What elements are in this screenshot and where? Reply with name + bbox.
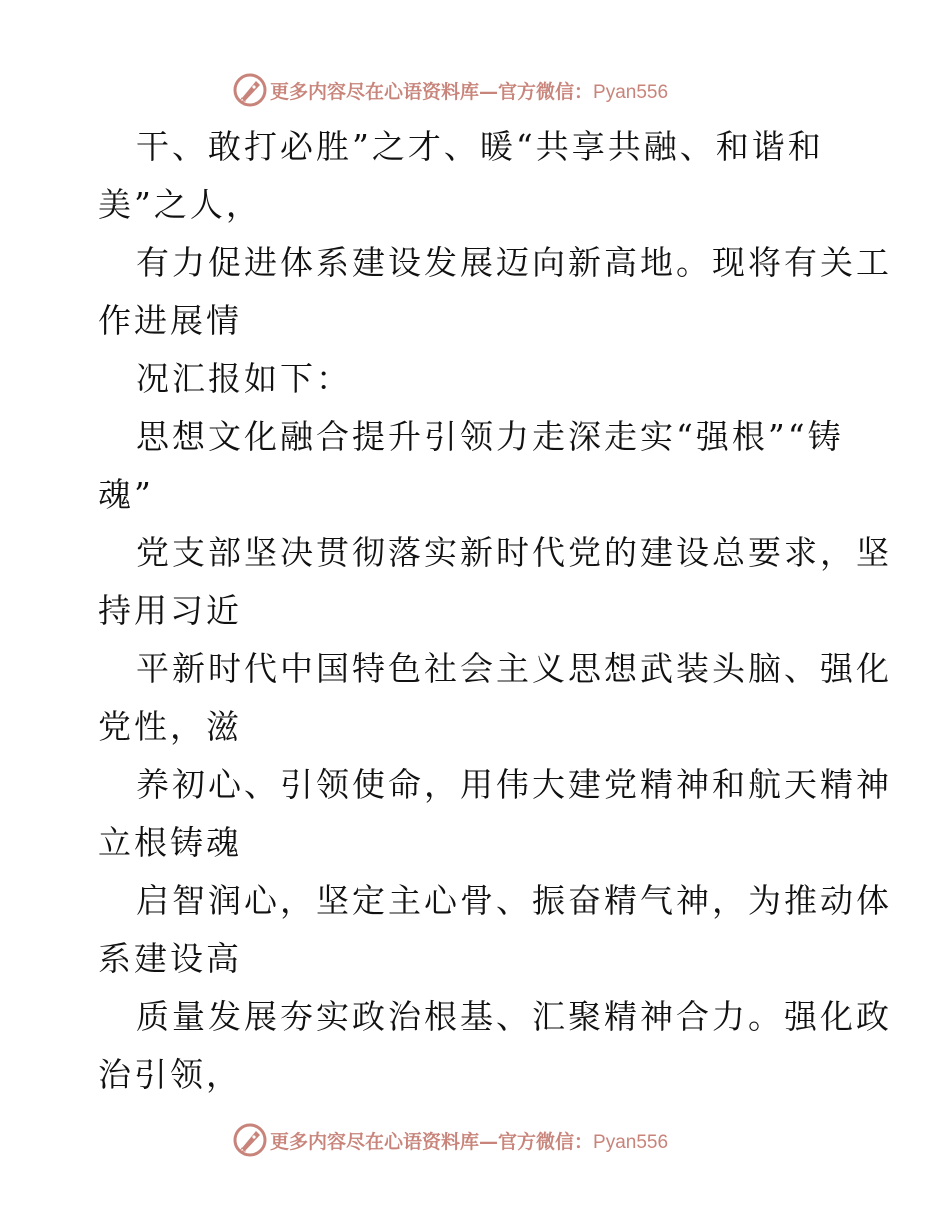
text-line: 立根铸魂 [98, 823, 242, 862]
text-line: 有力促进体系建设发展迈向新高地。现将有关工 [136, 243, 892, 282]
text-line: 质量发展夯实政治根基、汇聚精神合力。强化政 [136, 997, 892, 1036]
pen-nib-circle-icon [232, 72, 268, 108]
text-line: 魂” [98, 475, 154, 514]
pen-nib-circle-icon [232, 1122, 268, 1158]
footer-banner-text [270, 1127, 668, 1154]
text-line: 况汇报如下： [136, 359, 352, 398]
text-line: 党性，滋 [98, 707, 242, 746]
text-line: 美”之人， [98, 185, 262, 224]
header-separator: — [479, 80, 499, 103]
text-line: 党支部坚决贯彻落实新时代党的建设总要求，坚 [136, 533, 892, 572]
header-wechat-id: Pyan556 [593, 81, 669, 103]
header-banner-text [270, 77, 668, 104]
text-line: 作进展情 [98, 301, 242, 340]
footer-separator: — [479, 1130, 499, 1153]
header-banner [232, 70, 668, 110]
text-line: 治引领， [98, 1055, 242, 1094]
text-line: 思想文化融合提升引领力走深走实“强根”“铸 [136, 417, 844, 456]
header-wechat-label: 官方微信： [498, 80, 594, 103]
text-line: 平新时代中国特色社会主义思想武装头脑、强化 [136, 649, 892, 688]
text-line: 干、敢打必胜”之才、暖“共享共融、和谐和 [136, 127, 824, 166]
footer-brand: 更多内容尽在心语资料库 [270, 1130, 480, 1153]
footer-wechat-label: 官方微信： [498, 1130, 594, 1153]
footer-wechat-id: Pyan556 [593, 1131, 669, 1153]
footer-banner [232, 1120, 668, 1160]
header-brand: 更多内容尽在心语资料库 [270, 80, 480, 103]
text-line: 养初心、引领使命，用伟大建党精神和航天精神 [136, 765, 892, 804]
text-line: 系建设高 [98, 939, 242, 978]
document-body [98, 118, 892, 1104]
text-line: 启智润心，坚定主心骨、振奋精气神，为推动体 [136, 881, 892, 920]
text-line: 持用习近 [98, 591, 242, 630]
